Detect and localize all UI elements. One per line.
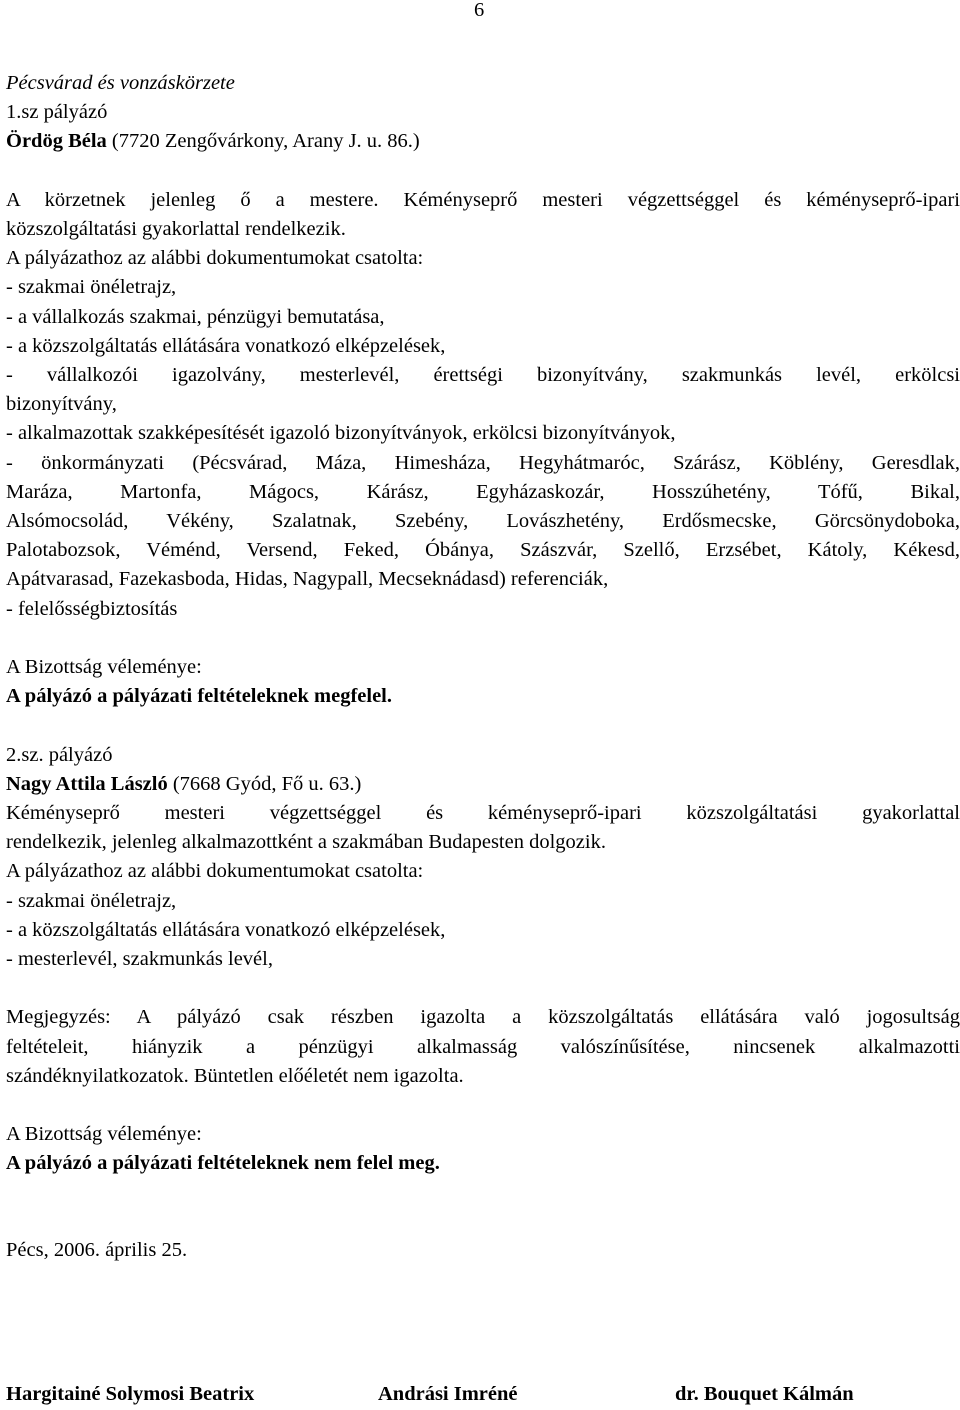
- applicant2-doc-item: - szakmai önéletrajz,: [6, 889, 177, 912]
- applicant1-doc-item: Apátvarasad, Fazekasboda, Hidas, Nagypall, Mecseknádasd) referenciák,: [6, 568, 609, 591]
- signatory-name: dr. Bouquet Kálmán: [675, 1383, 854, 1405]
- signatory-name: Andrási Imréné: [378, 1383, 518, 1405]
- applicant2-committee-decision: A pályázó a pályázati feltételeknek nem felel meg.: [6, 1152, 440, 1175]
- applicant1-committee-decision: A pályázó a pályázati feltételeknek megfelel.: [6, 685, 392, 708]
- applicant1-heading: [6, 127, 960, 156]
- applicant1-doc-item: - alkalmazottak szakképesítését igazoló bizonyítványok, erkölcsi bizonyítványok,: [6, 422, 676, 445]
- applicant1-doc-item: - a közszolgáltatás ellátására vonatkozó elképzelések,: [6, 334, 446, 357]
- applicant1-intro-line1: A körzetnek jelenleg ő a mestere. Kéményseprő mesteri végzettséggel és kéményseprő-ipari: [6, 188, 960, 211]
- applicant1-doc-item: - vállalkozói igazolvány, mesterlevél, érettségi bizonyítvány, szakmunkás levél, erkölcsi: [6, 364, 960, 387]
- applicant2-intro-line2: rendelkezik, jelenleg alkalmazottként a szakmában Budapesten dolgozik.: [6, 831, 606, 854]
- applicant1-doc-item: - önkormányzati (Pécsvárad, Máza, Himesháza, Hegyhátmaróc, Szárász, Köblény, Geresdlak,: [6, 451, 960, 474]
- applicant2-address: (7668 Gyód, Fő u. 63.): [167, 772, 362, 795]
- applicant2-note-line2: feltételeit, hiányzik a pénzügyi alkalmasság valószínűsítése, nincsenek alkalmazotti: [6, 1035, 960, 1058]
- applicant1-doc-item: Maráza, Martonfa, Mágocs, Kárász, Egyházaskozár, Hosszúhetény, Tófű, Bikal,: [6, 480, 960, 503]
- page-number: 6: [474, 0, 485, 21]
- applicant1-docs-intro: A pályázathoz az alábbi dokumentumokat csatolta:: [6, 247, 424, 270]
- applicant1-doc-item: bizonyítvány,: [6, 393, 117, 416]
- district-heading: Pécsvárad és vonzáskörzete: [6, 72, 235, 94]
- applicant2-docs-intro: A pályázathoz az alábbi dokumentumokat csatolta:: [6, 860, 424, 883]
- applicant1-doc-item: - szakmai önéletrajz,: [6, 276, 177, 299]
- applicant1-doc-item: - a vállalkozás szakmai, pénzügyi bemutatása,: [6, 305, 385, 328]
- document-body: [6, 69, 960, 1265]
- applicant2-note-line3: szándéknyilatkozatok. Büntetlen előéletét nem igazolta.: [6, 1064, 464, 1087]
- applicant2-intro-line1: Kéményseprő mesteri végzettséggel és kéményseprő-ipari közszolgáltatási gyakorlattal: [6, 802, 960, 825]
- applicant2-label: 2.sz. pályázó: [6, 743, 113, 766]
- applicant2-note-line1: Megjegyzés: A pályázó csak részben igazolta a közszolgáltatás ellátására való jogosultság: [6, 1006, 960, 1029]
- applicant1-label: 1.sz pályázó: [6, 101, 108, 124]
- applicant1-name: Ördög Béla: [6, 130, 107, 153]
- applicant2-committee-label: A Bizottság véleménye:: [6, 1123, 202, 1146]
- applicant1-doc-item: Alsómocsolád, Vékény, Szalatnak, Szebény, Lovászhetény, Erdősmecske, Görcsönydoboka,: [6, 510, 960, 533]
- applicant2-doc-item: - a közszolgáltatás ellátására vonatkozó elképzelések,: [6, 918, 446, 941]
- applicant2-heading: [6, 770, 960, 799]
- applicant1-doc-item: Palotabozsok, Véménd, Versend, Feked, Óbánya, Szászvár, Szellő, Erzsébet, Kátoly, Kékesd,: [6, 539, 960, 562]
- applicant1-intro-line2: közszolgáltatási gyakorlattal rendelkezik.: [6, 218, 346, 240]
- signatory-name: Hargitainé Solymosi Beatrix: [6, 1383, 255, 1405]
- applicant2-doc-item: - mesterlevél, szakmunkás levél,: [6, 948, 273, 971]
- applicant1-committee-label: A Bizottság véleménye:: [6, 656, 202, 679]
- applicant1-address: (7720 Zengővárkony, Arany J. u. 86.): [106, 130, 420, 153]
- applicant1-doc-item: - felelősségbiztosítás: [6, 597, 178, 620]
- place-date: Pécs, 2006. április 25.: [6, 1238, 188, 1261]
- applicant2-name: Nagy Attila László: [6, 772, 168, 795]
